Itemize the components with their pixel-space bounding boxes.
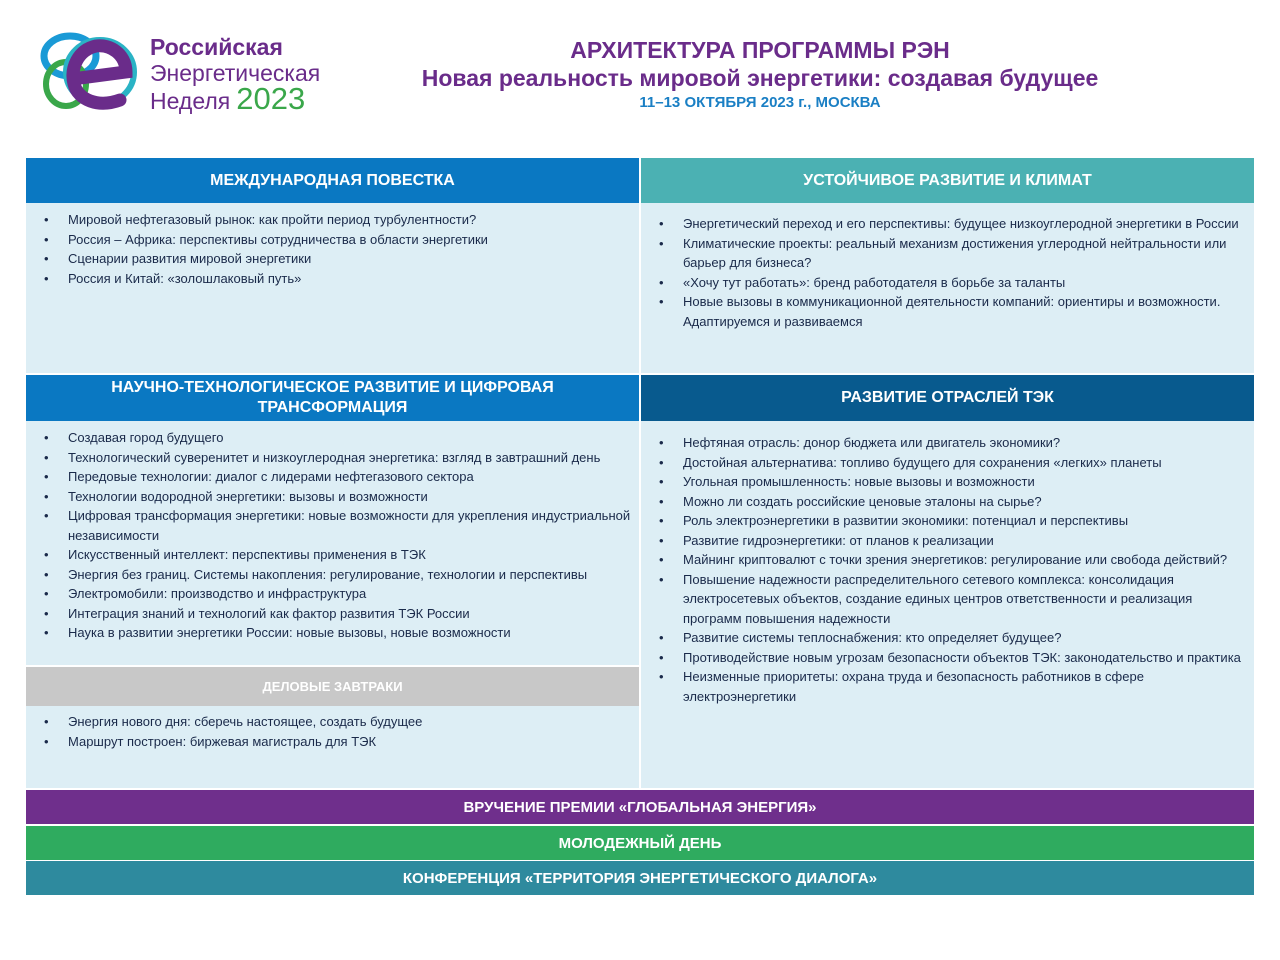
page-title: АРХИТЕКТУРА ПРОГРАММЫ РЭН: [570, 37, 950, 63]
list-item: • Наука в развитии энергетики России: новые вызовы, новые возможности: [26, 623, 639, 643]
band-energy-dialogue-conference: КОНФЕРЕНЦИЯ «ТЕРРИТОРИЯ ЭНЕРГЕТИЧЕСКОГО ДИАЛОГА»: [26, 861, 1254, 895]
logo-line-3: [150, 81, 320, 116]
section-sustainable-title: УСТОЙЧИВОЕ РАЗВИТИЕ И КЛИМАТ: [641, 158, 1254, 203]
list-item: • «Хочу тут работать»: бренд работодателя в борьбе за таланты: [641, 273, 1254, 293]
sustainable-list: [641, 214, 1254, 331]
list-item: • Искусственный интеллект: перспективы применения в ТЭК: [26, 545, 639, 565]
list-item: • Создавая город будущего: [26, 428, 639, 448]
list-item: • Роль электроэнергетики в развитии экономики: потенциал и перспективы: [641, 511, 1254, 531]
section-fuel-title: РАЗВИТИЕ ОТРАСЛЕЙ ТЭК: [641, 375, 1254, 421]
logo-year: 2023: [236, 81, 306, 116]
list-item: • Энергетический переход и его перспективы: будущее низкоуглеродной энергетики в России: [641, 214, 1254, 234]
list-item: • Угольная промышленность: новые вызовы и возможности: [641, 472, 1254, 492]
logo-line-1: Российская: [150, 34, 283, 60]
list-item: • Новые вызовы в коммуникационной деятельности компаний: ориентиры и возможности. Адаптируемся и развиваемся: [641, 292, 1254, 331]
section-science-body: [26, 421, 639, 665]
section-breakfasts-title: ДЕЛОВЫЕ ЗАВТРАКИ: [26, 667, 639, 706]
list-item: • Достойная альтернатива: топливо будущего для сохранения «легких» планеты: [641, 453, 1254, 473]
list-item: • Сценарии развития мировой энергетики: [26, 249, 639, 269]
section-international-body: [26, 203, 639, 373]
list-item: • Технологии водородной энергетики: вызовы и возможности: [26, 487, 639, 507]
band-global-energy-award: ВРУЧЕНИЕ ПРЕМИИ «ГЛОБАЛЬНАЯ ЭНЕРГИЯ»: [26, 790, 1254, 824]
section-international-title: МЕЖДУНАРОДНАЯ ПОВЕСТКА: [26, 158, 639, 203]
section-breakfasts-body: [26, 706, 639, 788]
list-item: • Развитие системы теплоснабжения: кто определяет будущее?: [641, 628, 1254, 648]
event-dates: 11–13 ОКТЯБРЯ 2023 г., МОСКВА: [639, 94, 881, 111]
logo-line-3-text: Неделя: [150, 88, 231, 114]
list-item: • Неизменные приоритеты: охрана труда и безопасность работников в сфере электроэнергетики: [641, 667, 1254, 706]
logo-line-2: Энергетическая: [150, 60, 321, 86]
list-item: • Россия и Китай: «золошлаковый путь»: [26, 269, 639, 289]
list-item: • Технологический суверенитет и низкоуглеродная энергетика: взгляд в завтрашний день: [26, 448, 639, 468]
list-item: • Энергия нового дня: сберечь настоящее, создать будущее: [26, 712, 639, 732]
science-list: [26, 428, 639, 643]
list-item: • Интеграция знаний и технологий как фактор развития ТЭК России: [26, 604, 639, 624]
list-item: • Противодействие новым угрозам безопасности объектов ТЭК: законодательство и практика: [641, 648, 1254, 668]
international-list: [26, 210, 639, 288]
list-item: • Развитие гидроэнергетики: от планов к реализации: [641, 531, 1254, 551]
list-item: • Майнинг криптовалют с точки зрения энергетиков: регулирование или свобода действий?: [641, 550, 1254, 570]
page-subtitle: Новая реальность мировой энергетики: создавая будущее: [421, 65, 1099, 91]
page-header: [360, 36, 1160, 114]
event-logo: [40, 26, 340, 126]
list-item: • Мировой нефтегазовый рынок: как пройти период турбулентности?: [26, 210, 639, 230]
list-item: • Энергия без границ. Системы накопления: регулирование, технологии и перспективы: [26, 565, 639, 585]
list-item: • Климатические проекты: реальный механизм достижения углеродной нейтральности или барьер для бизнеса?: [641, 234, 1254, 273]
list-item: • Передовые технологии: диалог с лидерами нефтегазового сектора: [26, 467, 639, 487]
logo-wordmark: [150, 34, 320, 114]
section-sustainable-body: [641, 203, 1254, 373]
list-item: • Повышение надежности распределительного сетевого комплекса: консолидация электросетевых объектов, создание единых центров ответственности и реализация программ повышения надежности: [641, 570, 1254, 629]
list-item: • Цифровая трансформация энергетики: новые возможности для укрепления индустриальной независимости: [26, 506, 639, 545]
section-fuel-body: [641, 421, 1254, 788]
section-science-title: НАУЧНО-ТЕХНОЛОГИЧЕСКОЕ РАЗВИТИЕ И ЦИФРОВАЯ ТРАНСФОРМАЦИЯ: [26, 375, 639, 421]
list-item: • Нефтяная отрасль: донор бюджета или двигатель экономики?: [641, 433, 1254, 453]
list-item: • Маршрут построен: биржевая магистраль для ТЭК: [26, 732, 639, 752]
logo-emblem-icon: [40, 26, 150, 116]
band-youth-day: МОЛОДЕЖНЫЙ ДЕНЬ: [26, 826, 1254, 860]
list-item: • Электромобили: производство и инфраструктура: [26, 584, 639, 604]
fuel-list: [641, 433, 1254, 706]
list-item: • Россия – Африка: перспективы сотрудничества в области энергетики: [26, 230, 639, 250]
breakfasts-list: [26, 712, 639, 751]
list-item: • Можно ли создать российские ценовые эталоны на сырье?: [641, 492, 1254, 512]
